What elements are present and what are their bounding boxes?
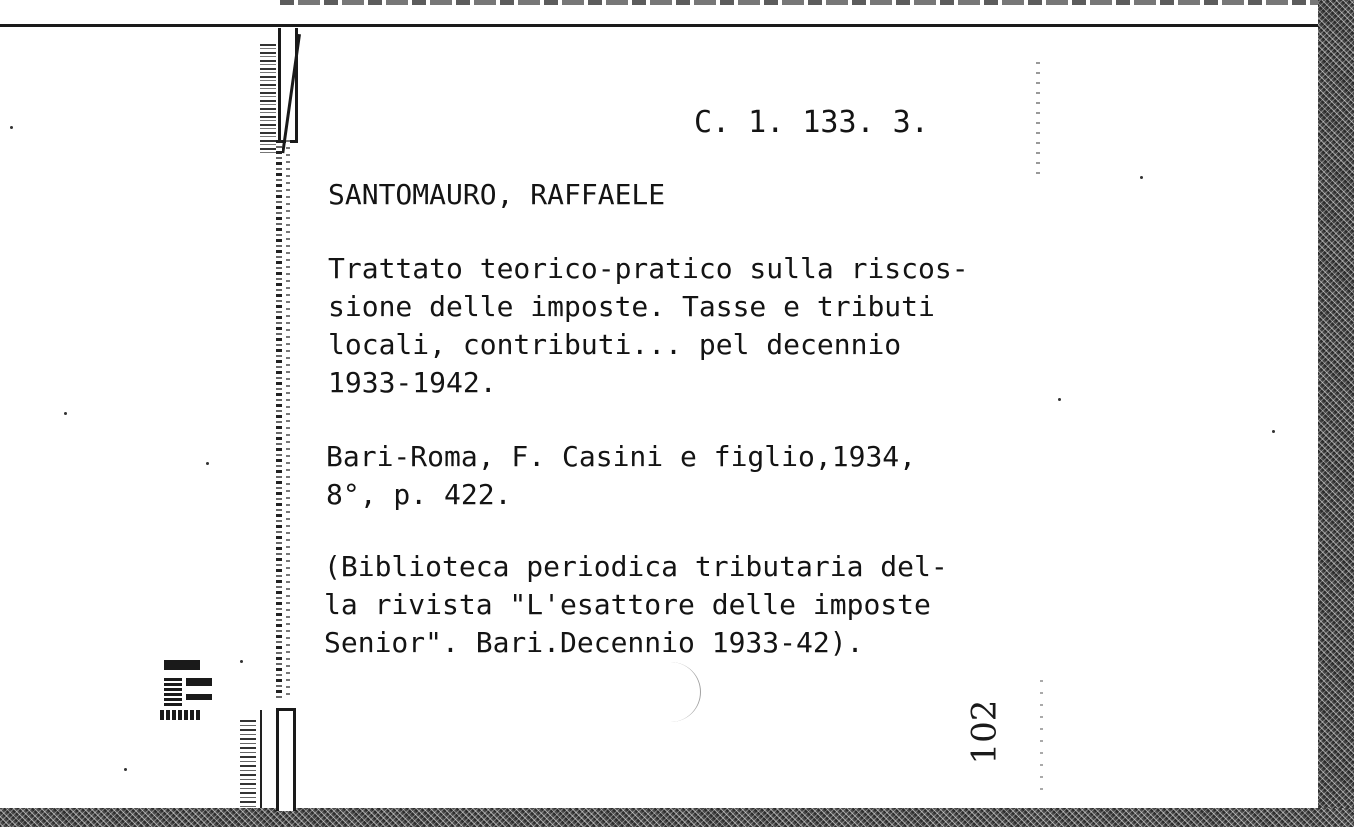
library-stamp-mark xyxy=(160,660,214,722)
speck xyxy=(1140,176,1143,179)
binding-tab-bottom-noise xyxy=(240,720,256,808)
binding-stitch xyxy=(276,140,282,700)
title-block xyxy=(328,250,969,402)
card-top-rule xyxy=(0,24,1318,27)
speck xyxy=(240,660,243,663)
title-line: Trattato teorico-pratico sulla riscos- xyxy=(328,252,969,285)
binding-line xyxy=(260,710,262,808)
series-line: la rivista "L'esattore delle imposte xyxy=(324,588,931,621)
speck xyxy=(1272,430,1275,433)
title-line: sione delle imposte. Tasse e tributi xyxy=(328,290,935,323)
binding-post-bottom xyxy=(276,708,296,811)
rotated-side-number: 102 xyxy=(964,699,1005,765)
binding-strip xyxy=(268,140,304,700)
series-note xyxy=(324,548,948,662)
bottom-scan-border xyxy=(0,808,1354,827)
series-line: (Biblioteca periodica tributaria del- xyxy=(324,550,948,583)
speck xyxy=(64,412,67,415)
top-edge-noise xyxy=(280,0,1320,5)
binding-tab-bottom xyxy=(232,700,312,808)
author-heading: SANTOMAURO, RAFFAELE xyxy=(328,178,666,211)
faint-arc-mark xyxy=(640,662,701,722)
call-number: C. 1. 133. 3. xyxy=(694,105,929,140)
speck xyxy=(10,126,13,129)
series-line: Senior". Bari.Decennio 1933-42). xyxy=(324,626,864,659)
speck xyxy=(1058,398,1061,401)
title-line: 1933-1942. xyxy=(328,366,497,399)
binding-tab-top-noise xyxy=(260,44,276,154)
speck xyxy=(124,768,127,771)
binding-stitch-secondary xyxy=(286,140,290,700)
imprint-line: 8°, p. 422. xyxy=(326,478,512,511)
dotted-mark-right-top xyxy=(1036,62,1040,182)
dotted-mark-right-bottom xyxy=(1040,680,1043,790)
title-line: locali, contributi... pel decennio xyxy=(328,328,902,361)
imprint-line: Bari-Roma, F. Casini e figlio,1934, xyxy=(326,440,917,473)
right-scan-border xyxy=(1318,0,1354,827)
speck xyxy=(206,462,209,465)
binding-tab-top xyxy=(258,24,324,144)
imprint-block xyxy=(326,438,916,514)
